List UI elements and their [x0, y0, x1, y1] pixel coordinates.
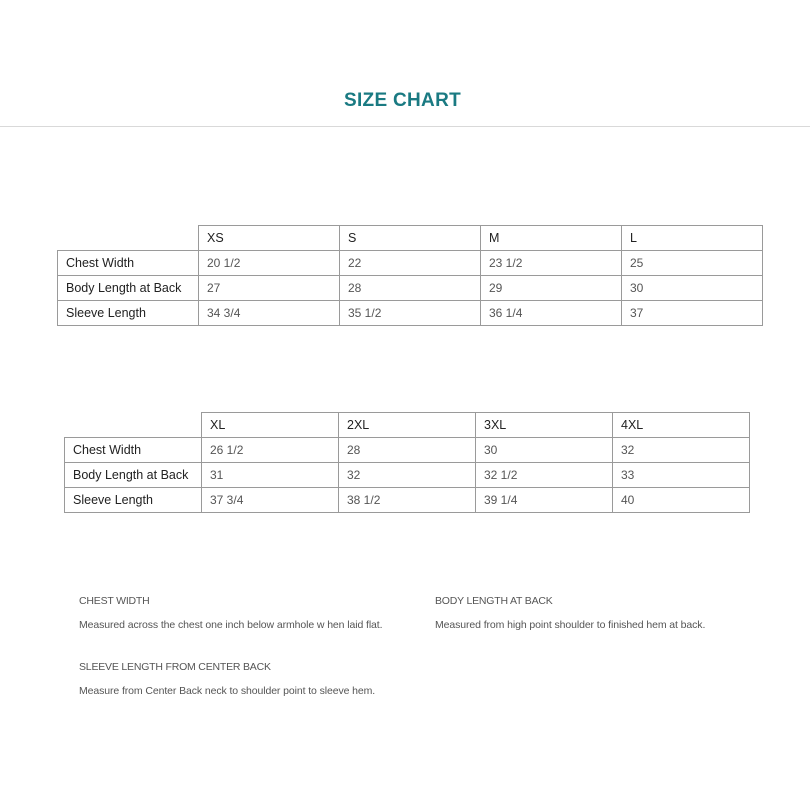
table-cell: 31 [202, 463, 339, 488]
table-cell: 29 [481, 276, 622, 301]
table-cell: 34 3/4 [199, 301, 340, 326]
note-text: Measured from high point shoulder to finished hem at back. [435, 619, 706, 631]
table-row [58, 251, 763, 276]
size-table-xs-l [57, 225, 763, 326]
note-body-length [435, 595, 705, 631]
size-header: 2XL [339, 413, 476, 438]
table-cell: 37 [622, 301, 763, 326]
table-cell: 35 1/2 [340, 301, 481, 326]
note-sleeve-length [79, 661, 375, 697]
table-cell: 25 [622, 251, 763, 276]
table-cell: 32 1/2 [476, 463, 613, 488]
table-row [65, 488, 750, 513]
row-label: Body Length at Back [65, 463, 202, 488]
note-text: Measured across the chest one inch below armhole w hen laid flat. [79, 619, 383, 631]
size-header: XS [199, 226, 340, 251]
row-label: Body Length at Back [58, 276, 199, 301]
table-cell: 28 [339, 438, 476, 463]
note-heading: SLEEVE LENGTH FROM CENTER BACK [79, 661, 271, 673]
table-cell: 30 [622, 276, 763, 301]
size-header: 4XL [613, 413, 750, 438]
row-label: Chest Width [65, 438, 202, 463]
table-corner [65, 413, 202, 438]
row-label: Sleeve Length [65, 488, 202, 513]
table-row [65, 438, 750, 463]
note-text: Measure from Center Back neck to shoulder point to sleeve hem. [79, 685, 376, 697]
title-divider [0, 126, 810, 127]
table-cell: 26 1/2 [202, 438, 339, 463]
table-cell: 37 3/4 [202, 488, 339, 513]
note-heading: BODY LENGTH AT BACK [435, 595, 553, 607]
table-cell: 36 1/4 [481, 301, 622, 326]
table-cell: 30 [476, 438, 613, 463]
table-cell: 32 [339, 463, 476, 488]
table-row [58, 276, 763, 301]
table-corner [58, 226, 199, 251]
table-header-row [65, 413, 750, 438]
size-header: XL [202, 413, 339, 438]
table-cell: 23 1/2 [481, 251, 622, 276]
table-cell: 22 [340, 251, 481, 276]
row-label: Sleeve Length [58, 301, 199, 326]
table-row [58, 301, 763, 326]
size-table-xl-4xl [64, 412, 750, 513]
table-cell: 40 [613, 488, 750, 513]
table-cell: 27 [199, 276, 340, 301]
table-cell: 33 [613, 463, 750, 488]
table-cell: 28 [340, 276, 481, 301]
table-cell: 20 1/2 [199, 251, 340, 276]
note-heading: CHEST WIDTH [79, 595, 150, 607]
table-cell: 38 1/2 [339, 488, 476, 513]
size-header: M [481, 226, 622, 251]
note-chest-width [79, 595, 382, 631]
table-cell: 39 1/4 [476, 488, 613, 513]
table-cell: 32 [613, 438, 750, 463]
page-title: SIZE CHART [344, 90, 461, 111]
size-header: L [622, 226, 763, 251]
row-label: Chest Width [58, 251, 199, 276]
size-header: S [340, 226, 481, 251]
table-row [65, 463, 750, 488]
table-header-row [58, 226, 763, 251]
size-header: 3XL [476, 413, 613, 438]
